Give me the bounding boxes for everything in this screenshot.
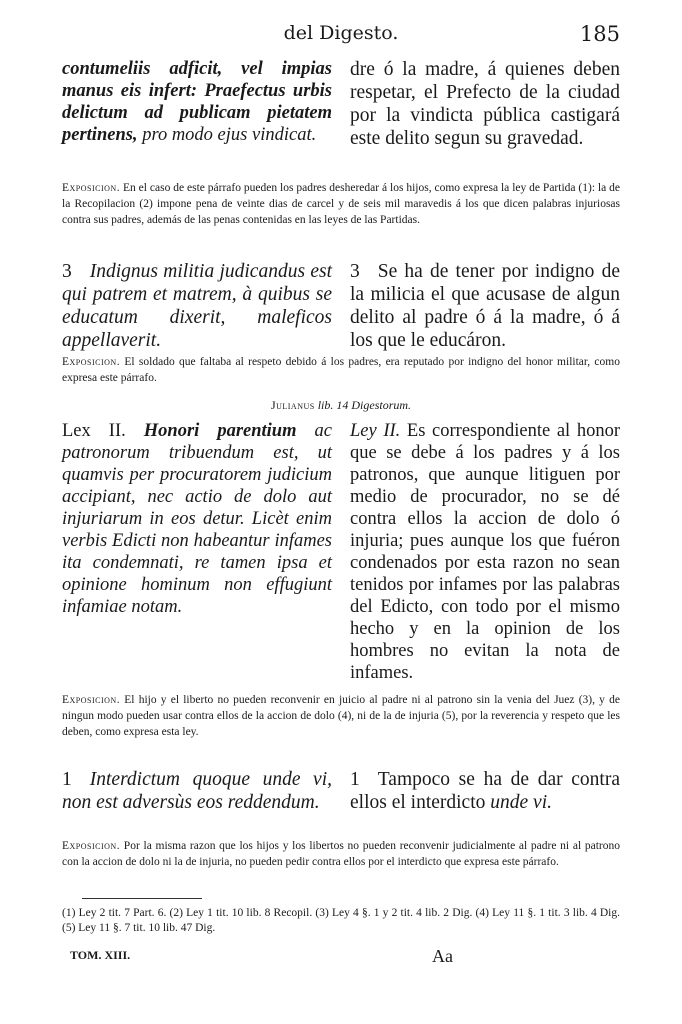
latin-text: Interdictum quoque unde vi, non est adversùs eos reddendum. (62, 769, 332, 813)
footnotes: (1) Ley 2 tit. 7 Part. 6. (2) Ley 1 tit. 10 lib. 8 Recopil. (3) Ley 4 §. 1 y 2 tit. 4 lib. 2 Dig. (4) Ley 11 §. 1 tit. 3 lib. 4 Dig. (5) Ley 11 §. 7 tit. 10 lib. 47 Dig. (62, 907, 620, 934)
exposicion-label: Exposicion. (62, 356, 121, 368)
spanish-text: Se ha de tener por indigno de la milicia el que acusase de algun delito al padre ó á la madre, ó á los que le educáron. (350, 261, 620, 351)
exposicion-text: El soldado que faltaba al respeto debido á los padres, era reputado por indigno del honor militar, como expresa este párrafo. (62, 356, 620, 384)
lex-heading: Lex II. (62, 421, 126, 441)
tome-number: TOM. XIII. (70, 948, 131, 962)
exposicion-text: En el caso de este párrafo pueden los padres desheredar á los hijos, como expresa la ley de Partida (1): la de la Recopilacion (2) impone pena de veinte dias de carcel y de seis mil maravedis á los que dicen palabras injuriosas contra sus padres, además de las penas contenidas en las leyes de las Partidas. (62, 182, 620, 226)
latin-bold-text: Honori parentium (143, 421, 297, 441)
spanish-column: dre ó la madre, á quienes deben respetar, el Prefecto de la ciudad por la vindicta pública castigará este delito segun su gravedad. (350, 59, 620, 149)
block-1 (62, 58, 620, 150)
exposicion-label: Exposicion. (62, 694, 121, 706)
signature-mark: Aa (432, 946, 453, 966)
spanish-column (350, 768, 620, 814)
exposicion-1 (62, 180, 620, 228)
latin-text: Indignus militia judicandus est qui patrem et matrem, à quibus se educatum dixerit, maleficos appellaverit. (62, 261, 332, 351)
source-attribution (62, 398, 620, 413)
spanish-column (350, 260, 620, 352)
block-4 (62, 768, 620, 814)
latin-column (62, 768, 332, 814)
page-number: 185 (579, 22, 620, 46)
latin-text: ac patronorum tribuendum est, ut quamvis per procuratorem judicium accipiant, nec actio de dolo aut injuriarum in eos detur. Licèt enim verbis Edicti non habeantur infames ita condemnati, re tamen ipsa et opinione hominum non effugiunt infamiae notam. (62, 421, 332, 617)
latin-column (62, 260, 332, 352)
attribution-author: Julianus (270, 398, 315, 412)
attribution-book: lib. (317, 398, 334, 412)
paragraph-number: 1 (350, 769, 360, 790)
attribution-title: 14 Digestorum. (336, 398, 412, 412)
running-header (62, 22, 620, 48)
block-2 (62, 260, 620, 352)
latin-text: pro modo ejus vindicat. (137, 125, 317, 145)
latin-column (62, 58, 332, 150)
spanish-text: Tampoco se ha de dar contra ellos el interdicto (350, 769, 620, 813)
exposicion-2 (62, 354, 620, 386)
document-page (62, 0, 620, 1024)
paragraph-number: 3 (62, 261, 72, 282)
page-footer (62, 946, 620, 970)
spanish-text: Es correspondiente al honor que se debe á los padres y á los patronos, que aunque litiguen por medio de procurador, no se dé contra ellos la accion de dolo ó injuria; pues aunque los que fuéron condenados por esta razon no sean tenidos por infames por las palabras del Edicto, con todo por el mismo hecho y en la opinion de los hombres no evitan la nota de infames. (350, 421, 620, 683)
spanish-column (350, 420, 620, 684)
paragraph-number: 3 (350, 261, 360, 282)
exposicion-label: Exposicion. (62, 840, 121, 852)
exposicion-text: Por la misma razon que los hijos y los libertos no pueden reconvenir judicialmente al padre ni al patrono con la accion de dolo ni la de injuria, no pueden pedir contra ellos por el interdicto que expresa este párrafo. (62, 840, 620, 868)
exposicion-3 (62, 692, 620, 740)
latin-column (62, 420, 332, 684)
exposicion-text: El hijo y el liberto no pueden reconvenir en juicio al padre ni al patrono sin la venia del Juez (3), y de ningun modo pueden usar contra ellos de la accion de dolo (4), ni de la de injuria (5), por la reverencia y respeto que les deben, como expresa esta ley. (62, 694, 620, 738)
exposicion-label: Exposicion. (62, 182, 121, 194)
exposicion-4 (62, 838, 620, 870)
running-title: del Digesto. (283, 22, 399, 44)
ley-heading: Ley II. (350, 421, 401, 441)
spanish-italic-text: unde vi. (485, 792, 552, 813)
block-3 (62, 420, 620, 684)
footnote-divider (82, 898, 202, 899)
paragraph-number: 1 (62, 769, 72, 790)
latin-bold-text: contumeliis adficit, vel impias manus eis infert: Praefectus urbis delictum ad publicam pietatem pertinens, (62, 59, 332, 145)
